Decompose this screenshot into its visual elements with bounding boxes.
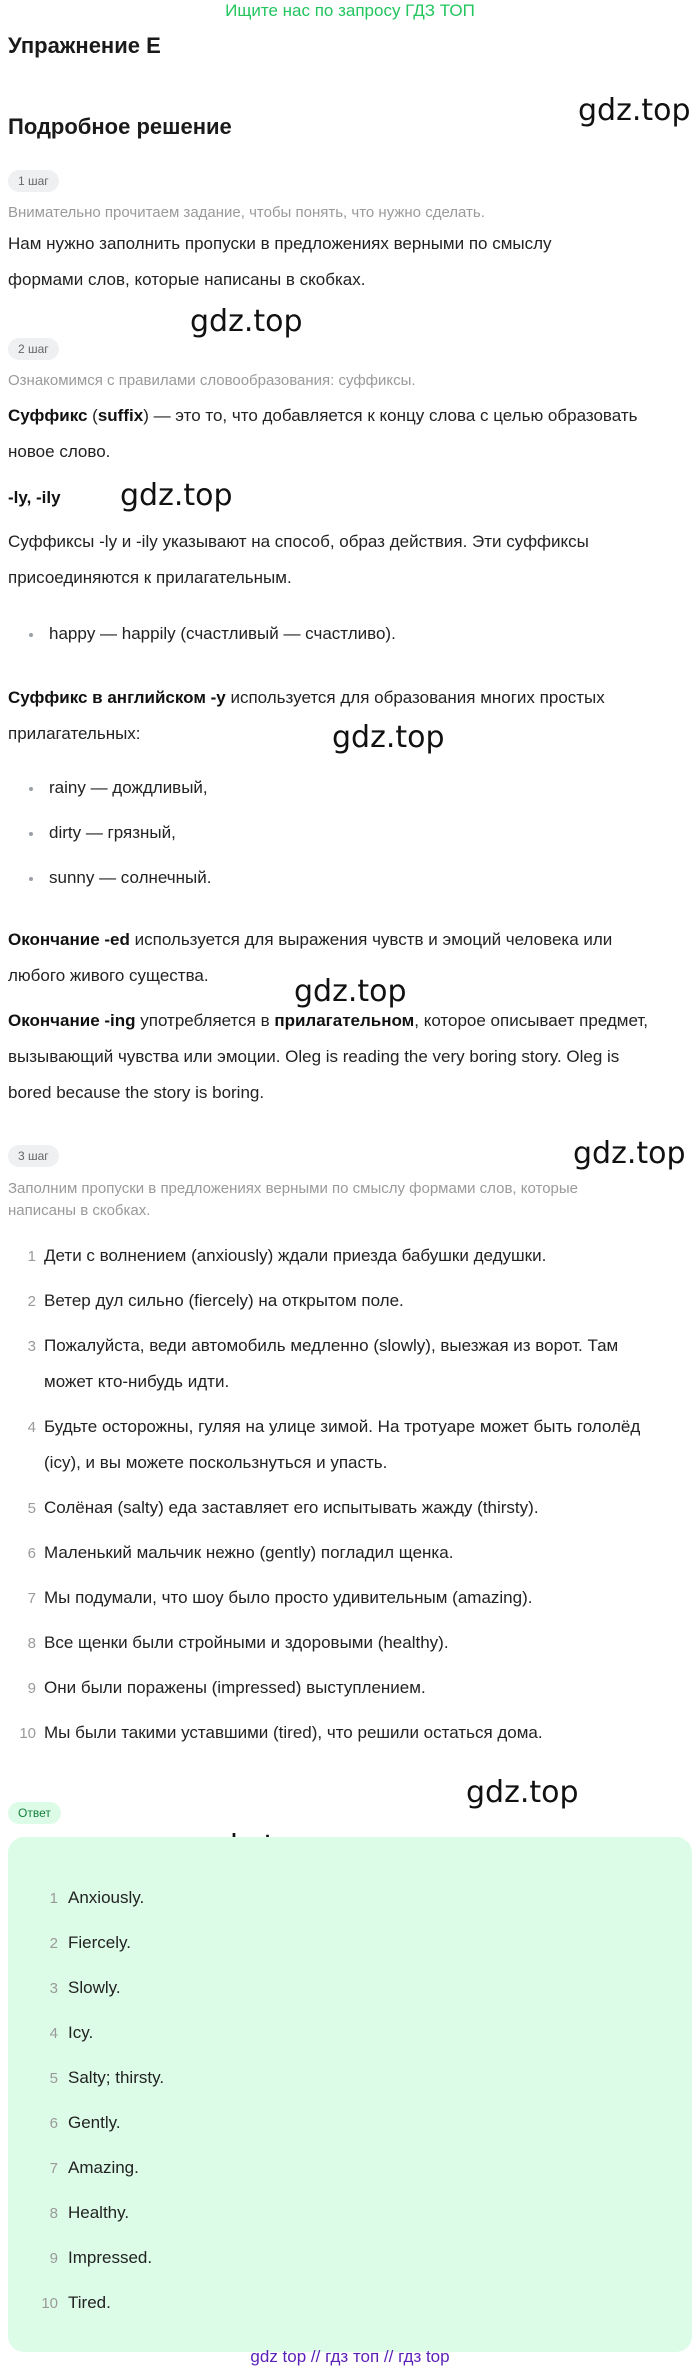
bullet-dot	[29, 877, 33, 881]
example-item: dirty — грязный,	[49, 823, 176, 842]
list-item: Солёная (salty) еда заставляет его испытывать жажду (thirsty).	[44, 1498, 539, 1517]
watermark: gdz.top	[120, 478, 233, 513]
list-item: Мы были такими уставшими (tired), что решили остаться дома.	[44, 1723, 543, 1742]
watermark: gdz.top	[578, 93, 691, 128]
list-number: 1	[27, 1248, 36, 1265]
list-item: Все щенки были стройными и здоровыми (healthy).	[44, 1633, 449, 1652]
list-number: 1	[49, 1890, 58, 1907]
step-text: Нам нужно заполнить пропуски в предложениях верными по смыслу формами слов, которые написаны в скобках.	[8, 234, 552, 289]
step-intro: Внимательно прочитаем задание, чтобы понять, что нужно сделать.	[8, 204, 485, 221]
list-number: 2	[27, 1293, 36, 1310]
list-number: 10	[19, 1725, 36, 1742]
list-item: Будьте осторожны, гуляя на улице зимой. На тротуаре может быть гололёд (icy), и вы можете поскользнуться и упасть.	[44, 1417, 641, 1472]
list-item: Мы подумали, что шоу было просто удивительным (amazing).	[44, 1588, 533, 1607]
list-number: 8	[49, 2205, 58, 2222]
list-number: 9	[49, 2250, 58, 2267]
list-item: Ветер дул сильно (fiercely) на открытом поле.	[44, 1291, 404, 1310]
list-number: 10	[41, 2295, 58, 2312]
list-item: Они были поражены (impressed) выступлением.	[44, 1678, 426, 1697]
watermark: gdz.top	[294, 974, 407, 1009]
watermark: gdz.top	[466, 1775, 579, 1810]
page-title: Упражнение E	[8, 33, 161, 58]
section-title: Подробное решение	[8, 114, 232, 139]
list-number: 2	[49, 1935, 58, 1952]
answer-item: Tired.	[68, 2293, 111, 2312]
answer-item: Healthy.	[68, 2203, 130, 2222]
suffix-definition: Суффикс (suffix) — это то, что добавляется к концу слова с целью образовать новое слово.	[8, 406, 638, 461]
list-number: 6	[49, 2115, 58, 2132]
watermark: gdz.top	[190, 304, 303, 339]
list-number: 6	[27, 1545, 36, 1562]
answer-item: Gently.	[68, 2113, 121, 2132]
example-item: sunny — солнечный.	[49, 868, 212, 887]
step-badge: 3 шаг	[8, 1145, 59, 1167]
footer-links[interactable]: gdz top // гдз топ // гдз top	[250, 2347, 450, 2366]
ly-heading: -ly, -ily	[8, 488, 61, 507]
list-number: 5	[49, 2070, 58, 2087]
list-number: 7	[49, 2160, 58, 2177]
list-item: Дети с волнением (anxiously) ждали приезда бабушки дедушки.	[44, 1246, 547, 1265]
answer-item: Icy.	[68, 2023, 94, 2042]
answer-item: Anxiously.	[68, 1888, 145, 1907]
list-number: 4	[49, 2025, 58, 2042]
answer-item: Fiercely.	[68, 1933, 131, 1952]
watermark: gdz.top	[573, 1136, 686, 1171]
watermark: gdz.top	[332, 720, 445, 755]
list-number: 3	[49, 1980, 58, 1997]
step-intro: Ознакомимся с правилами словообразования: суффиксы.	[8, 372, 416, 389]
bullet-dot	[29, 633, 33, 637]
answer-badge: Ответ	[8, 1802, 61, 1824]
list-item: Пожалуйста, веди автомобиль медленно (slowly), выезжая из ворот. Там может кто-нибудь идти.	[44, 1336, 619, 1391]
ed-description: Окончание -ed используется для выражения чувств и эмоций человека или любого живого существа.	[8, 930, 613, 985]
example-item: happy — happily (счастливый — счастливо).	[49, 624, 396, 643]
y-suffix-description: Суффикс в английском -y используется для образования многих простых прилагательных:	[8, 688, 605, 743]
list-number: 5	[27, 1500, 36, 1517]
step-badge: 1 шаг	[8, 170, 59, 192]
list-item: Маленький мальчик нежно (gently) погладил щенка.	[44, 1543, 454, 1562]
list-number: 8	[27, 1635, 36, 1652]
answer-item: Salty; thirsty.	[68, 2068, 165, 2087]
step-badge: 2 шаг	[8, 338, 59, 360]
list-number: 7	[27, 1590, 36, 1607]
answer-item: Slowly.	[68, 1978, 121, 1997]
bullet-dot	[29, 832, 33, 836]
example-item: rainy — дождливый,	[49, 778, 208, 797]
list-number: 9	[27, 1680, 36, 1697]
list-number: 4	[27, 1419, 36, 1436]
bullet-dot	[29, 787, 33, 791]
ing-description: Окончание -ing употребляется в прилагательном, которое описывает предмет, вызывающий чувства или эмоции. Oleg is reading the very boring story. Oleg is bored because the story is boring.	[8, 1011, 648, 1102]
step-intro: Заполним пропуски в предложениях верными по смыслу формами слов, которые написаны в скобках.	[8, 1180, 579, 1219]
ly-description: Суффиксы -ly и -ily указывают на способ, образ действия. Эти суффиксы присоединяются к прилагательным.	[8, 532, 589, 587]
list-number: 3	[27, 1338, 36, 1355]
answer-item: Amazing.	[68, 2158, 139, 2177]
search-banner[interactable]: Ищите нас по запросу ГДЗ ТОП	[225, 1, 475, 20]
answer-item: Impressed.	[68, 2248, 153, 2267]
